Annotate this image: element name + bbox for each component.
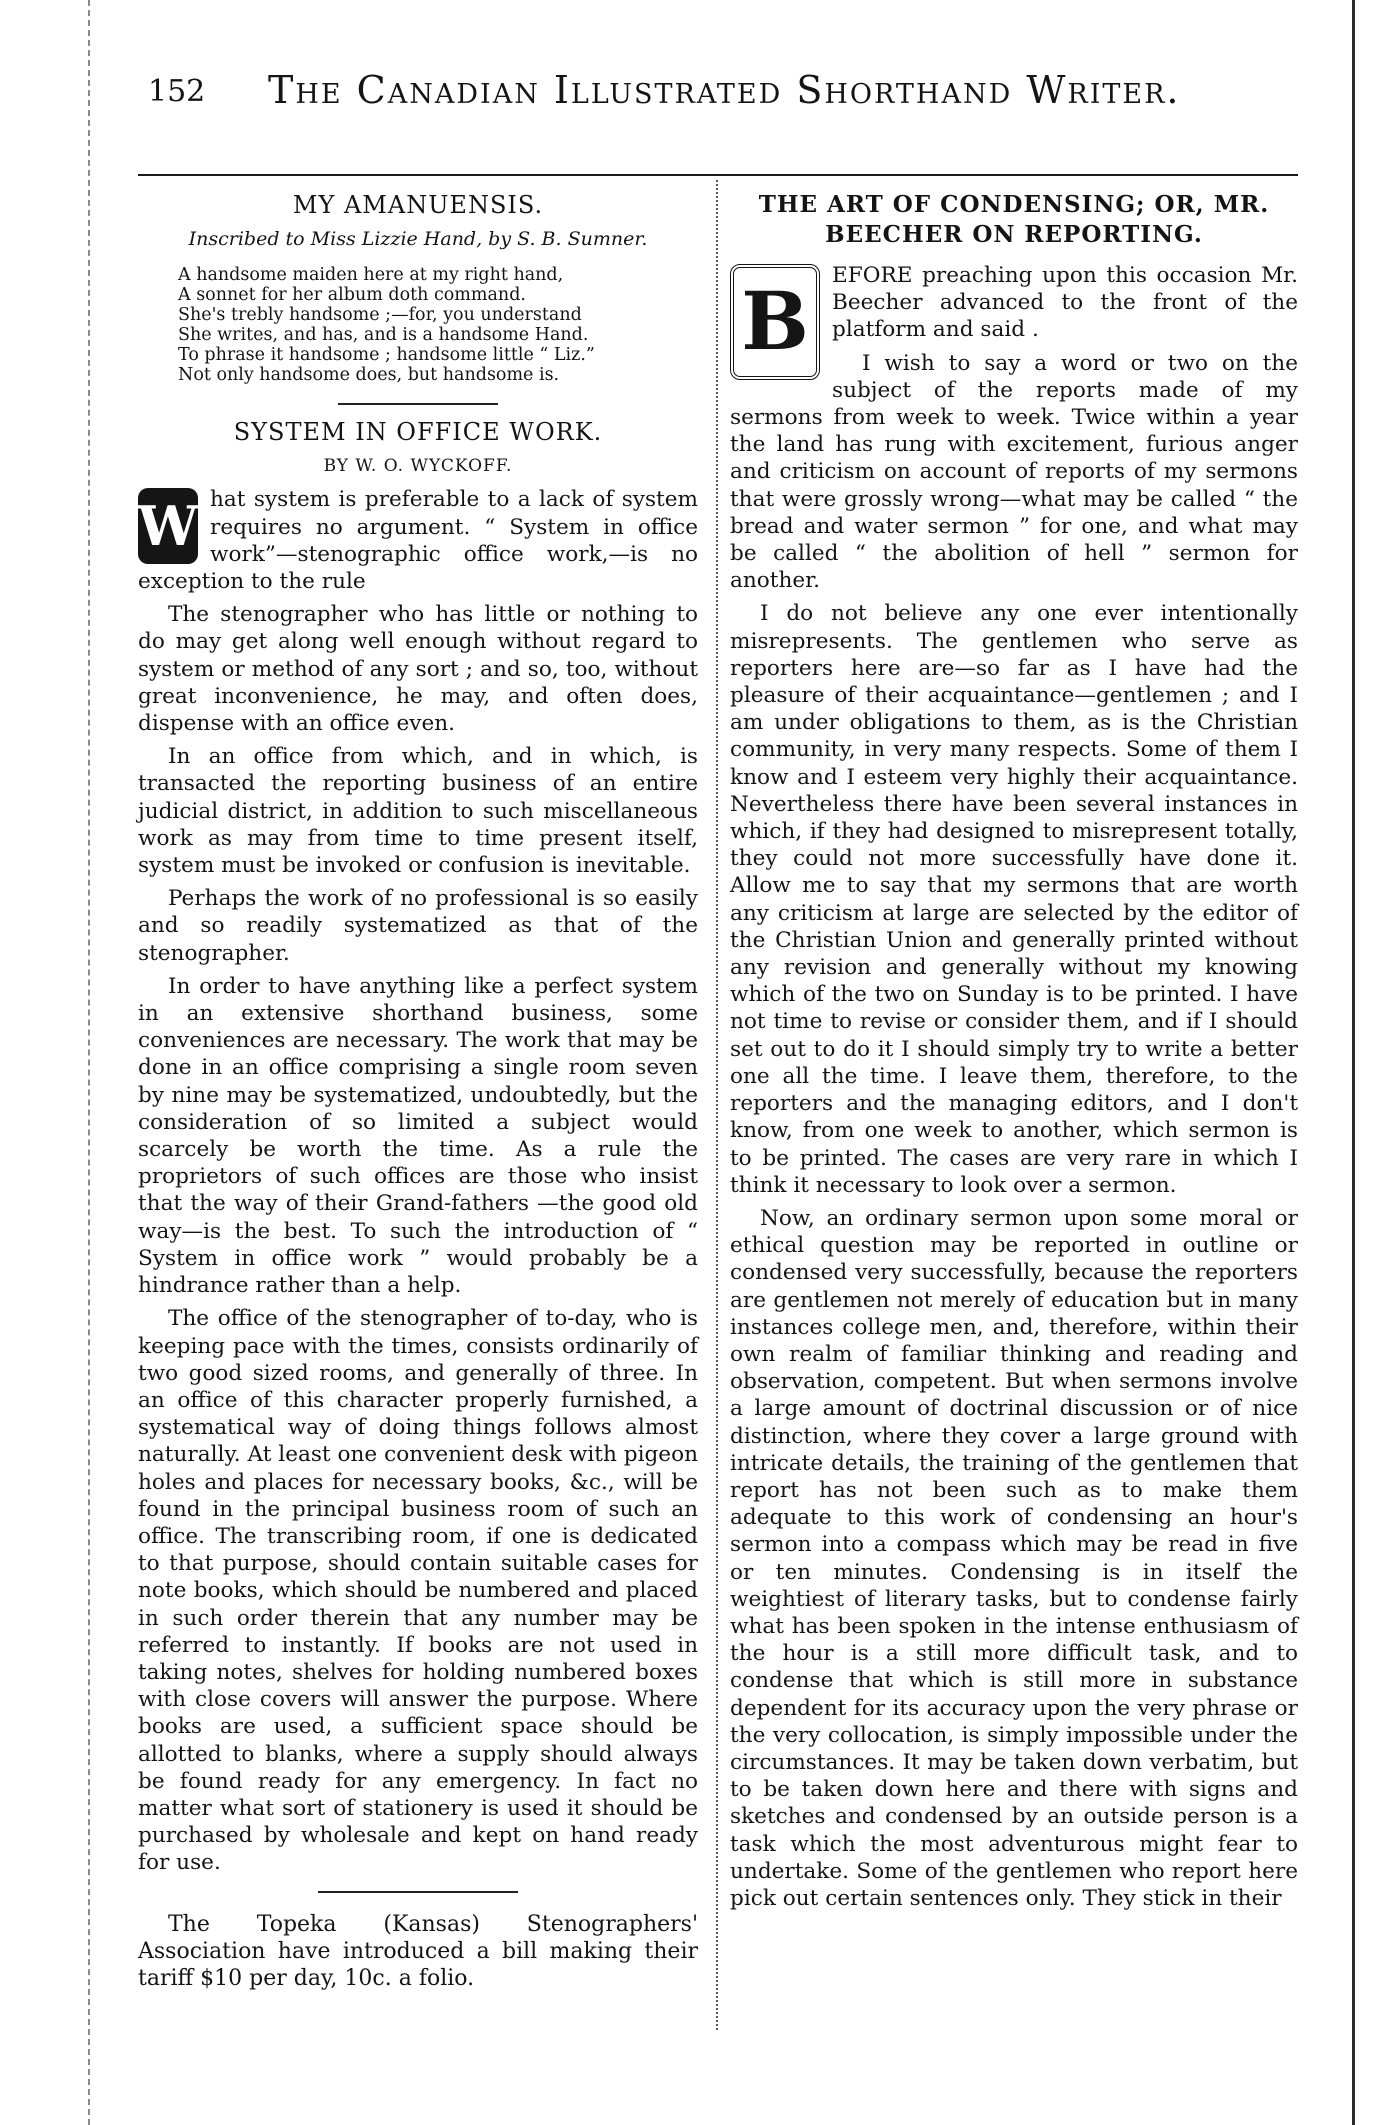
beecher-article-paragraph: I do not believe any one ever intentionally misrepresents. The gentlemen who serve as reporters here are—so far as I have had the pleasure of their acquaintance—gentlemen ; and I am under obligations to them, as is the Christian community, in very many respects. Some of them I know and I esteem very highly their acquaintance. Nevertheless there have been several instances in which, if they had designed to misrepresent totally, they could not more successfully have done it. Allow me to say that my sermons that are worth any criticism at large are selected by the editor of the Christian Union and generally printed without any revision and generally without my knowing which of the two on Sunday is to be printed. I have not time to revise or consider them, and if I should set out to do it I should simply try to write a better one all the time. I leave them, therefore, to the reporters and the managing editors, and I don't know, from one week to another, which sermon is to be printed. The cases are very rare in which I think it necessary to look over a sermon. <box>730 601 1298 1198</box>
section-rule <box>338 403 498 405</box>
beecher-article-paragraph: Now, an ordinary sermon upon some moral or ethical question may be reported in outline or condensed very successfully, because the reporters are gentlemen not merely of education but in many instances college men, and, therefore, within their own realm of familiar thinking and reading and observation, competent. But when sermons involve a large amount of doctrinal discussion or of nice distinction, where they cover a large ground with intricate details, the training of the gentlemen that report has not been such as to make them adequate to this work of condensing an hour's sermon into a compass which may be read in five or ten minutes. Condensing is in itself the weightiest of literary tasks, but to condense fairly what has been spoken in the intense enthusiasm of the hour is a still more difficult task, and to condense that which is still more in substance dependent for its accuracy upon the very phrase or the very collocation, is simply impossible under the circumstances. It may be taken down verbatim, but to be taken down here and there with signs and sketches and condensed by an outside person is a task which the most adventurous might fear to undertake. Some of the gentlemen who report here pick out certain sentences only. They stick in their <box>730 1205 1298 1911</box>
poem-body <box>138 265 698 385</box>
right-column <box>730 190 1298 1918</box>
topeka-notice: The Topeka (Kansas) Stenographers' Association have introduced a bill making their tariff $10 per day, 10c. a folio. <box>138 1911 698 1991</box>
system-article-byline: BY W. O. WYCKOFF. <box>323 456 513 477</box>
system-article-paragraph: In an office from which, and in which, is transacted the reporting business of an entire judicial district, in addition to such miscellaneous work as may from time to time present itself, system must be invoked or confusion is inevitable. <box>138 744 698 879</box>
running-title: The Canadian Illustrated Shorthand Writer. <box>268 68 1181 112</box>
beecher-article-paragraph: I wish to say a word or two on the subject of the reports made of my sermons from week to week. Twice within a year the land has rung with excitement, furious anger and criticism on account of reports of my sermons that were grossly wrong—what may be called “ the bread and water sermon ” for one, and what may be called “ the abolition of hell ” sermon for another. <box>730 350 1298 594</box>
running-head <box>118 40 1298 120</box>
drop-cap-b: B <box>730 264 820 380</box>
poem-line: She's trebly handsome ;—for, you understand <box>178 305 582 326</box>
poem-line: A sonnet for her album doth command. <box>178 285 526 306</box>
system-article-paragraph <box>138 486 698 595</box>
system-first-text: hat system is preferable to a lack of system requires no argument. “ System in office work”—stenographic office work,—is no exception to the rule <box>138 487 698 595</box>
poem-line: To phrase it handsome ; handsome little “ Liz.” <box>178 345 595 366</box>
drop-cap-w: W <box>138 488 198 564</box>
beecher-article-title: THE ART OF CONDENSING; OR, MR. BEECHER ON REPORTING. <box>758 191 1270 248</box>
beecher-first-text: EFORE preaching upon this occasion Mr. Beecher advanced to the front of the platform and said . <box>832 263 1298 343</box>
page <box>118 40 1298 1991</box>
left-page-edge <box>88 0 90 2125</box>
system-article-paragraph: Perhaps the work of no professional is so easily and so readily systematized as that of the stenographer. <box>138 886 698 966</box>
page-number: 152 <box>148 74 206 109</box>
section-rule <box>318 1891 518 1893</box>
header-rule <box>138 174 1298 176</box>
left-column <box>138 190 698 1998</box>
system-article-paragraph: The office of the stenographer of to-day, who is keeping pace with the times, consists ordinarily of two good sized rooms, and generally of three. In an office of this character properly furnished, a systematical way of doing things follows almost naturally. At least one convenient desk with pigeon holes and places for necessary books, &c., will be found in the principal business room of such an office. The transcribing room, if one is dedicated to that purpose, should contain suitable cases for note books, which should be numbered and placed in such order therein that any number may be referred to instantly. If books are not used in taking notes, shelves for holding numbered boxes with close covers will answer the purpose. Where books are used, a sufficient space should be allotted to blanks, where a supply should always be found ready for any emergency. In fact no matter what sort of stationery is used it should be purchased by wholesale and kept on hand ready for use. <box>138 1306 698 1876</box>
poem-line: Not only handsome does, but handsome is. <box>178 365 560 386</box>
poem-line: She writes, and has, and is a handsome Hand. <box>178 325 589 346</box>
system-article-title: SYSTEM IN OFFICE WORK. <box>233 418 603 447</box>
system-article-paragraph: In order to have anything like a perfect system in an extensive shorthand business, some conveniences are necessary. The work that may be done in an office comprising a single room seven by nine may be systematized, undoubtedly, but the consideration of so limited a subject would scarcely be worth the time. As a rule the proprietors of such offices are those who insist that the way of their Grand-fathers —the good old way—is the best. To such the introduction of “ System in office work ” would probably be a hindrance rather than a help. <box>138 973 698 1299</box>
system-article-paragraph: The stenographer who has little or nothing to do may get along well enough without regard to system or method of any sort ; and so, too, without great inconvenience, he may, and often does, dispense with an office even. <box>138 602 698 737</box>
poem-inscription: Inscribed to Miss Lizzie Hand, by S. B. Sumner. <box>188 228 648 250</box>
right-page-edge <box>1352 0 1355 2125</box>
beecher-article-paragraph <box>730 262 1298 369</box>
poem-title: MY AMANUENSIS. <box>292 191 544 219</box>
poem-line: A handsome maiden here at my right hand, <box>178 265 564 286</box>
column-divider <box>716 180 718 2030</box>
